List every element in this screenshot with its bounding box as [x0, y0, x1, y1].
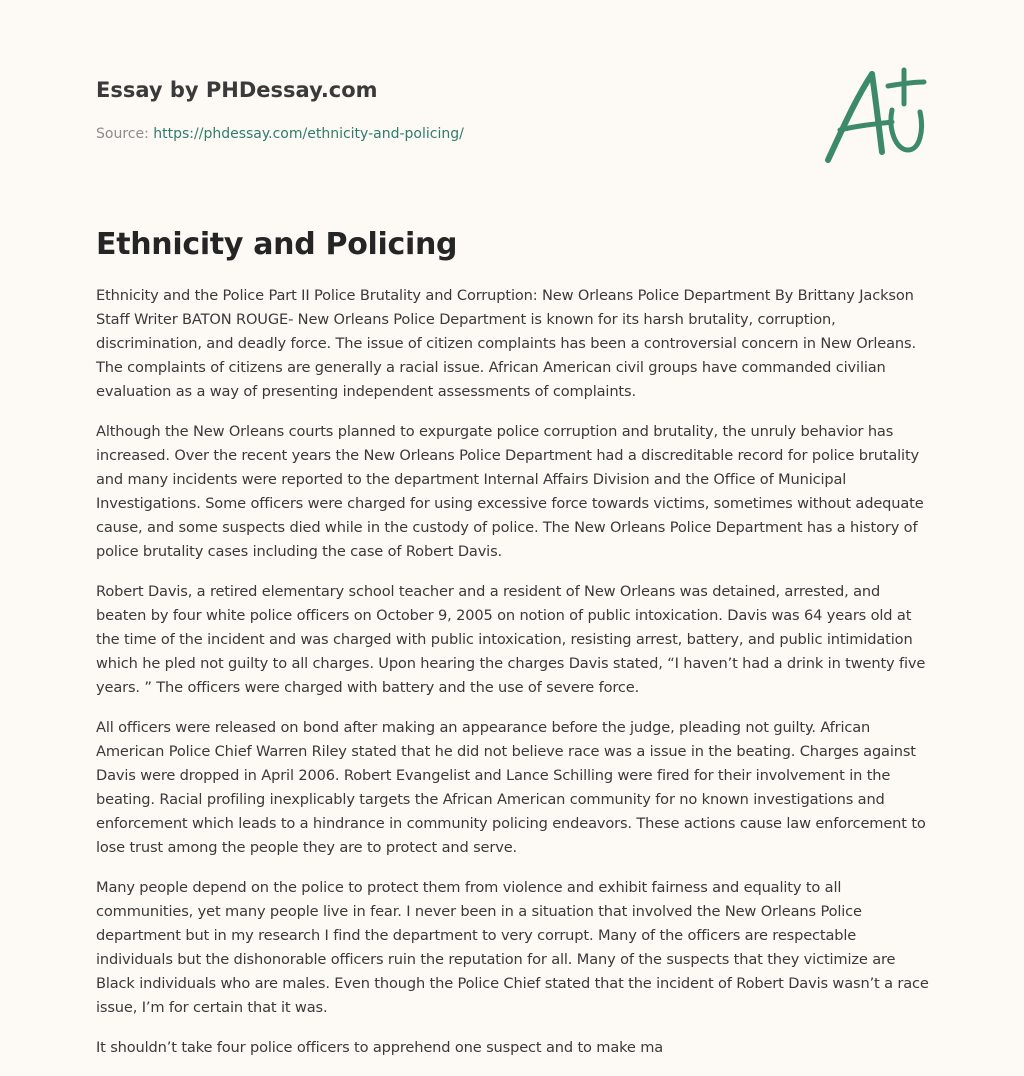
essay-paragraph: Many people depend on the police to protect them from violence and exhibit fairness and equality to all communities, yet many people live in fear. I never been in a situation that involved the New Orleans Police department but in my research I find the department to very corrupt. Many of the officers are respectable individuals but the dishonorable officers ruin the reputation for all. Many of the suspects that they victimize are Black individuals who are males. Even though the Police Chief stated that the incident of Robert Davis wasn’t a race issue, I’m for certain that it was. [96, 879, 929, 1016]
essay-title: Ethnicity and Policing [96, 227, 458, 262]
a-plus-grade-icon [818, 64, 930, 168]
source-label: Source: [96, 126, 149, 142]
essay-paragraph: All officers were released on bond after making an appearance before the judge, pleading not guilty. African American Police Chief Warren Riley stated that he did not believe race was a issue in the beating. Charges against Davis were dropped in April 2006. Robert Evangelist and Lance Schilling were fired for their involvement in the beating. Racial profiling inexplicably targets the African American community for no known investigations and enforcement which leads to a hindrance in community policing endeavors. These actions cause law enforcement to lose trust among the people they are to protect and serve. [96, 719, 926, 856]
page-header [96, 76, 796, 144]
essay-paragraph: Robert Davis, a retired elementary school teacher and a resident of New Orleans was detained, arrested, and beaten by four white police officers on October 9, 2005 on notion of public intoxication. Davis was 64 years old at the time of the incident and was charged with public intoxication, resisting arrest, battery, and public intimidation which he pled not guilty to all charges. Upon hearing the charges Davis stated, “I haven’t had a drink in twenty five years. ” The officers were charged with battery and the use of severe force. [96, 583, 926, 696]
essay-paragraph: It shouldn’t take four police officers to apprehend one suspect and to make ma [96, 1039, 664, 1056]
essay-body [96, 284, 932, 1076]
source-line [96, 124, 796, 144]
site-brand: Essay by PHDessay.com [96, 78, 378, 102]
essay-paragraph: Although the New Orleans courts planned to expurgate police corruption and brutality, the unruly behavior has increased. Over the recent years the New Orleans Police Department had a discreditable record for police brutality and many incidents were reported to the department Internal Affairs Division and the Office of Municipal Investigations. Some officers were charged for using excessive force towards victims, sometimes without adequate cause, and some suspects died while in the custody of police. The New Orleans Police Department has a history of police brutality cases including the case of Robert Davis. [96, 423, 924, 560]
source-link[interactable]: https://phdessay.com/ethnicity-and-policing/ [153, 126, 464, 142]
essay-paragraph: Ethnicity and the Police Part II Police Brutality and Corruption: New Orleans Police Department By Brittany Jackson Staff Writer BATON ROUGE- New Orleans Police Department is known for its harsh brutality, corruption, discrimination, and deadly force. The issue of citizen complaints has been a controversial concern in New Orleans. The complaints of citizens are generally a racial issue. African American civil groups have commanded civilian evaluation as a way of presenting independent assessments of complaints. [96, 287, 916, 400]
